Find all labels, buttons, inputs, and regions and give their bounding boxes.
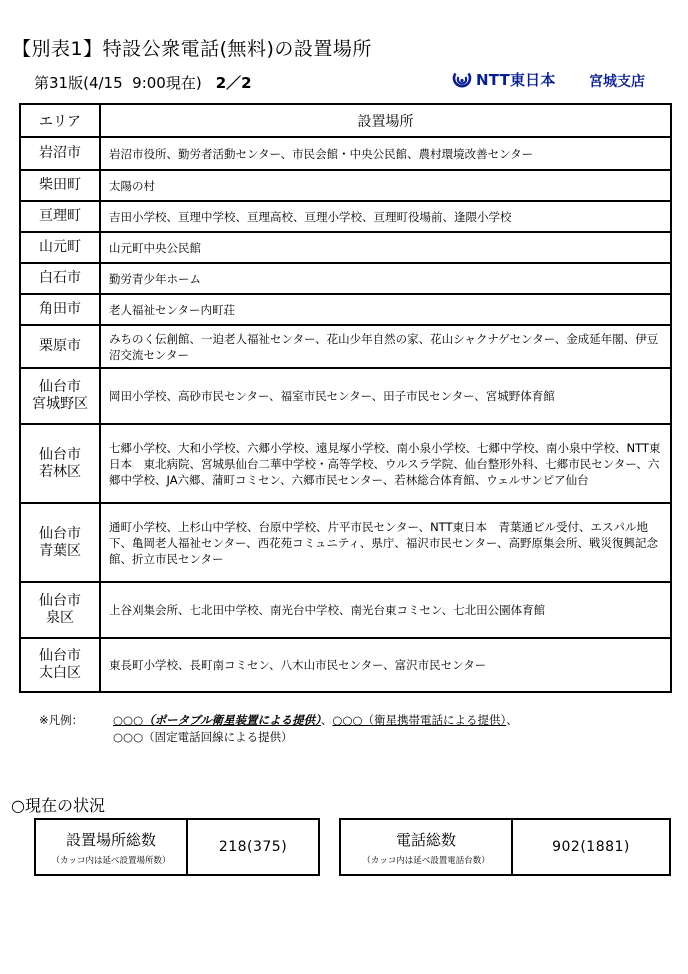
area-name: 若林区 (39, 463, 81, 480)
area-name: 仙台市 (39, 379, 81, 395)
area-name: 宮城野区 (32, 396, 88, 412)
edition-line (34, 72, 252, 93)
area-name: 仙台市 (39, 648, 81, 664)
places-cell: みちのく伝創館、一迫老人福祉センター、花山少年自然の家、花山シャクナゲセンター、金成延年閣、伊豆沼交流センター (100, 325, 671, 368)
legend-separator-2: 、 (506, 713, 518, 727)
table-row (20, 424, 671, 503)
places-cell: 岡田小学校、高砂市民センター、福室市民センター、田子市民センター、宮城野体育館 (100, 368, 671, 424)
legend-label: ※凡例： (39, 713, 84, 727)
area-name: 青葉区 (39, 542, 81, 559)
places-cell: 山元町中央公民館 (100, 232, 671, 263)
edition-text: 第31版(4/15 9:00現在) (34, 74, 202, 92)
area-name: 太白区 (39, 665, 81, 681)
table-row (20, 325, 671, 368)
legend-satellite: ○○○（衛星携帯電話による提供） (332, 713, 507, 727)
table-row (20, 137, 671, 170)
table-row (20, 638, 671, 692)
area-cell (20, 201, 100, 232)
area-cell (20, 232, 100, 263)
table-row (20, 294, 671, 325)
ntt-logo (451, 68, 556, 90)
places-cell: 岩沼市役所、勤労者活動センター、市民会館・中央公民館、農村環境改善センター (100, 137, 671, 170)
company-name: NTT東日本 (476, 70, 556, 89)
table-row (20, 263, 671, 294)
phones-total-note: （カッコ内は延べ設置電話台数） (362, 855, 490, 866)
area-cell (20, 503, 100, 582)
places-cell: 勤労青少年ホーム (100, 263, 671, 294)
status-heading: ○現在の状況 (11, 796, 105, 815)
phones-total-value: 902(1881) (552, 839, 630, 855)
legend (39, 712, 518, 746)
area-cell (20, 368, 100, 424)
legend-fixed: ○○○（固定電話回線による提供） (113, 730, 293, 744)
column-header-area: エリア (20, 104, 100, 137)
area-name: 角田市 (39, 301, 81, 317)
area-cell (20, 294, 100, 325)
area-name: 仙台市 (39, 593, 81, 609)
places-cell: 七郷小学校、大和小学校、六郷小学校、遠見塚小学校、南小泉小学校、七郷中学校、南小泉中学校、NTT東日本 東北病院、宮城県仙台二華中学校・高等学校、ウルスラ学院、仙台整形外科、七郷市民センター、六郷中学校、JA六郷、蒲町コミセン、六郷市民センター、若林総合体育館、ウェルサンピア仙台 (100, 424, 671, 503)
area-name: 栗原市 (39, 338, 81, 354)
table-row (20, 503, 671, 582)
area-cell (20, 170, 100, 201)
locations-table (19, 103, 672, 693)
places-cell: 通町小学校、上杉山中学校、台原中学校、片平市民センター、NTT東日本 青葉通ビル受付、エスパル地下、亀岡老人福祉センター、西花苑コミュニティ、県庁、福沢市民センター、高野原集会所、戦災復興記念館、折立市民センター (100, 503, 671, 582)
page-number: 2／2 (215, 74, 252, 92)
table-row (20, 170, 671, 201)
legend-portable: ○○○（ポータブル衛星装置による提供） (113, 713, 321, 727)
locations-total-label: 設置場所総数 (65, 830, 156, 849)
area-cell (20, 638, 100, 692)
area-cell (20, 325, 100, 368)
table-row (20, 368, 671, 424)
legend-separator: 、 (320, 713, 333, 727)
table-row (20, 232, 671, 263)
places-cell: 上谷刈集会所、七北田中学校、南光台中学校、南光台東コミセン、七北田公園体育館 (100, 582, 671, 638)
places-cell: 吉田小学校、亘理中学校、亘理高校、亘理小学校、亘理町役場前、逢隈小学校 (100, 201, 671, 232)
area-name: 白石市 (39, 270, 81, 286)
legend-row-1 (39, 712, 518, 729)
area-cell (20, 137, 100, 170)
table-row (20, 201, 671, 232)
column-header-places: 設置場所 (100, 104, 671, 137)
phones-total-label: 電話総数 (395, 830, 456, 849)
branch-name: 宮城支店 (589, 74, 645, 90)
area-name: 泉区 (46, 610, 74, 626)
legend-row-2 (39, 729, 518, 746)
area-name: 岩沼市 (39, 145, 81, 161)
area-cell (20, 263, 100, 294)
area-name: 仙台市 (39, 446, 81, 463)
area-cell (20, 424, 100, 503)
places-cell: 老人福祉センター内町荘 (100, 294, 671, 325)
page-title: 【別表1】特設公衆電話(無料)の設置場所 (12, 38, 372, 60)
area-name: 仙台市 (39, 525, 81, 542)
area-cell (20, 582, 100, 638)
locations-total-note: （カッコ内は延べ設置場所数） (51, 855, 171, 866)
table-header-row (20, 104, 671, 137)
ntt-logo-icon (451, 68, 473, 90)
locations-total-caption (36, 820, 188, 874)
places-cell: 東長町小学校、長町南コミセン、八木山市民センター、富沢市民センター (100, 638, 671, 692)
locations-total-value: 218(375) (218, 839, 288, 855)
places-cell: 太陽の村 (100, 170, 671, 201)
area-name: 山元町 (39, 239, 81, 255)
locations-total-box (34, 818, 320, 876)
phones-total-box (339, 818, 671, 876)
area-name: 亘理町 (39, 208, 81, 224)
table-row (20, 582, 671, 638)
area-name: 柴田町 (39, 177, 81, 193)
phones-total-caption (341, 820, 513, 874)
